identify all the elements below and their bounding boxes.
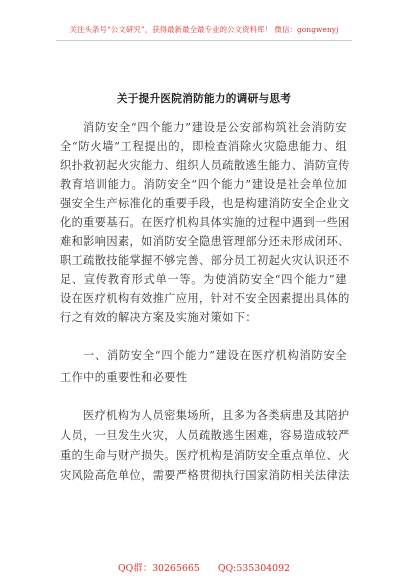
text-line: 全“防火墙”工程提出的，即检查消除火灾隐患能力、组 bbox=[60, 140, 347, 153]
qq-number: QQ:535304092 bbox=[217, 563, 291, 574]
text-line: 行之有效的解决方案及实施对策如下： bbox=[60, 311, 257, 324]
text-line: 工作中的重要性和必要性 bbox=[60, 371, 188, 384]
text-line: 织扑救初起火灾能力、组织人员疏散逃生能力、消防宣传 bbox=[60, 159, 350, 172]
text-line: 职工疏散技能掌握不够完善、部分员工初起火灾认识还不 bbox=[60, 254, 350, 267]
document-title: 关于提升医院消防能力的调研与思考 bbox=[116, 93, 292, 105]
header-divider bbox=[56, 40, 352, 41]
qq-group-number: QQ群：30265665 bbox=[117, 563, 200, 574]
text-line: 强安全生产标准化的重要手段，也是构建消防安全企业文 bbox=[60, 197, 350, 210]
text-line: 一、消防安全“四个能力”建设在医疗机构消防安全 bbox=[83, 349, 347, 362]
text-line: 医疗机构为人员密集场所，且多为各类病患及其陪护 bbox=[83, 409, 350, 422]
text-line: 化的重要基石。在医疗机构具体实施的过程中遇到一些困 bbox=[60, 216, 350, 229]
text-line: 难和影响因素，如消防安全隐患管理部分还未形成闭环、 bbox=[60, 235, 350, 248]
text-line: 重的生命与财产损失。医疗机构是消防安全重点单位、火 bbox=[60, 449, 350, 462]
header-banner: 关注头条号“公文研究”，获得最新最全最专业的公文资料库！ 微信：gongwenyj bbox=[69, 25, 339, 34]
text-line: 消防安全“四个能力”建设是公安部构筑社会消防安 bbox=[83, 121, 347, 134]
footer-contact bbox=[0, 560, 408, 574]
text-line: 设在医疗机构有效推广应用，针对不安全因素提出具体的 bbox=[60, 292, 350, 305]
text-line: 足、宣传教育形式单一等。为使消防安全“四个能力”建 bbox=[60, 273, 347, 286]
text-line: 教育培训能力。消防安全“四个能力”建设是社会单位加 bbox=[60, 178, 347, 191]
text-line: 灾风险高危单位，需要严格贯彻执行国家消防相关法律法 bbox=[60, 469, 350, 482]
text-line: 人员，一旦发生火灾，人员疏散逃生困难，容易造成较严 bbox=[60, 429, 350, 442]
